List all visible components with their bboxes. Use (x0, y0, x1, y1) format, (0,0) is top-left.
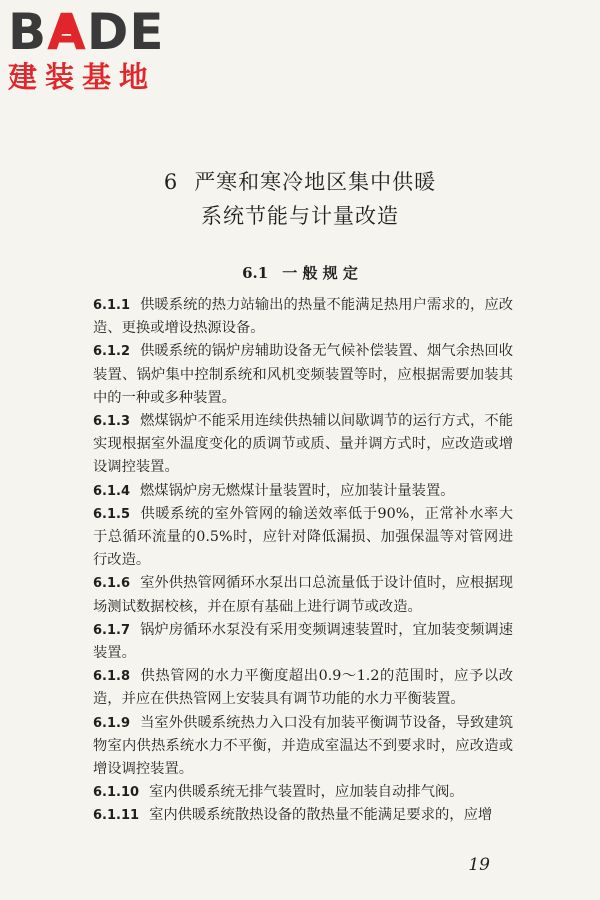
clause-number: 6.1.2 (93, 344, 131, 360)
section-number: 6.1 (242, 264, 269, 282)
clause-number: 6.1.4 (93, 483, 131, 499)
clause-list (93, 294, 513, 828)
logo-subtitle: 建装基地 (8, 60, 157, 94)
section-heading (0, 262, 600, 283)
clause-item (93, 572, 513, 618)
clause-number: 6.1.6 (93, 576, 131, 592)
logo-letter-b: B (8, 3, 48, 61)
logo-letter-a: A (47, 3, 87, 61)
clause-number: 6.1.8 (93, 669, 131, 685)
clause-number: 6.1.5 (93, 506, 131, 522)
clause-text: 燃煤锅炉房无燃煤计量装置时，应加装计量装置。 (140, 482, 455, 499)
page-number: 19 (468, 855, 490, 875)
clause-text: 供暖系统的室外管网的输送效率低于90%，正常补水率大于总循环流量的0.5%时，应针对降低漏损、加强保温等对管网进行改造。 (93, 505, 513, 569)
logo-triangle-icon (54, 14, 76, 34)
clause-item (93, 781, 513, 804)
clause-number: 6.1.11 (93, 808, 140, 824)
logo-letters-de: DE (86, 3, 165, 61)
chapter-heading-line1 (0, 166, 600, 196)
clause-item (93, 294, 513, 340)
clause-item (93, 340, 513, 410)
clause-text: 当室外供暖系统热力入口没有加装平衡调节设备，导致建筑物室内供热系统水力不平衡，并造成室温达不到要求时，应改造或增设调控装置。 (93, 714, 513, 778)
clause-item (93, 503, 513, 573)
clause-item (93, 410, 513, 480)
bade-logo (8, 3, 178, 94)
clause-text: 室内供暖系统散热设备的散热量不能满足要求的，应增 (149, 807, 493, 824)
clause-text: 室外供热管网循环水泵出口总流量低于设计值时，应根据现场测试数据校核，并在原有基础上进行调节或改造。 (93, 575, 513, 615)
section-title: 一 般 规 定 (282, 264, 358, 282)
clause-text: 锅炉房循环水泵没有采用变频调速装置时，宜加装变频调速装置。 (93, 621, 513, 662)
clause-item (93, 480, 513, 503)
clause-number: 6.1.10 (93, 785, 140, 801)
clause-item (93, 665, 513, 711)
clause-number: 6.1.7 (93, 622, 131, 638)
clause-item (93, 804, 513, 827)
clause-item (93, 619, 513, 665)
logo-wordmark (8, 3, 178, 61)
clause-text: 供热管网的水力平衡度超出0.9～1.2的范围时，应予以改造，并应在供热管网上安装具有调节功能的水力平衡装置。 (93, 668, 513, 708)
clause-number: 6.1.1 (93, 298, 131, 313)
chapter-heading-line2 (0, 200, 600, 230)
chapter-title-line1: 严寒和寒冷地区集中供暖 (194, 170, 437, 194)
clause-number: 6.1.3 (93, 414, 131, 430)
clause-text: 供暖系统的锅炉房辅助设备无气候补偿装置、烟气余热回收装置、锅炉集中控制系统和风机变频装置等时，应根据需要加装其中的一种或多种装置。 (93, 343, 513, 406)
chapter-title-line2: 系统节能与计量改造 (201, 204, 399, 228)
clause-text: 室内供暖系统无排气装置时，应加装自动排气阀。 (149, 784, 464, 801)
clause-text: 燃煤锅炉不能采用连续供热辅以间歇调节的运行方式，不能实现根据室外温度变化的质调节或质、量并调方式时，应改造或增设调控装置。 (93, 413, 513, 476)
chapter-number: 6 (163, 170, 179, 194)
clause-number: 6.1.9 (93, 715, 131, 731)
clause-item (93, 712, 513, 782)
clause-text: 供暖系统的热力站输出的热量不能满足热用户需求的，应改造、更换或增设热源设备。 (93, 297, 513, 337)
